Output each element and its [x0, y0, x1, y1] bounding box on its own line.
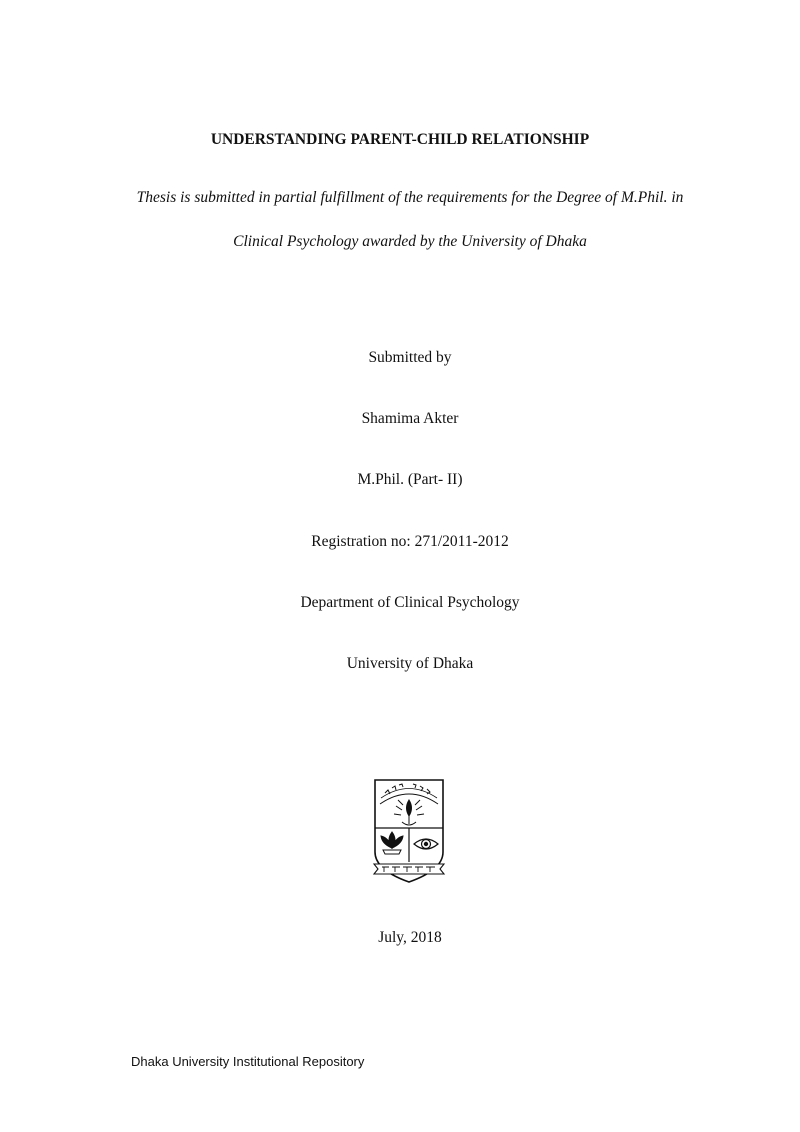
thesis-title: UNDERSTANDING PARENT-CHILD RELATIONSHIP — [210, 131, 590, 148]
submitted-by-label: Submitted by — [368, 349, 452, 366]
submission-date: July, 2018 — [378, 929, 442, 946]
thesis-subtitle-line-2: Clinical Psychology awarded by the University of Dhaka — [233, 233, 587, 250]
university-name: University of Dhaka — [346, 655, 474, 672]
registration-number: Registration no: 271/2011-2012 — [311, 533, 509, 550]
thesis-subtitle-line-1: Thesis is submitted in partial fulfillment of the requirements for the Degree of M.Phil. in — [136, 189, 684, 206]
university-seal-icon — [372, 778, 446, 886]
department-name: Department of Clinical Psychology — [300, 594, 520, 611]
degree-info: M.Phil. (Part- II) — [357, 471, 463, 488]
author-name: Shamima Akter — [361, 410, 459, 427]
repository-footer: Dhaka University Institutional Repository — [131, 1054, 365, 1069]
